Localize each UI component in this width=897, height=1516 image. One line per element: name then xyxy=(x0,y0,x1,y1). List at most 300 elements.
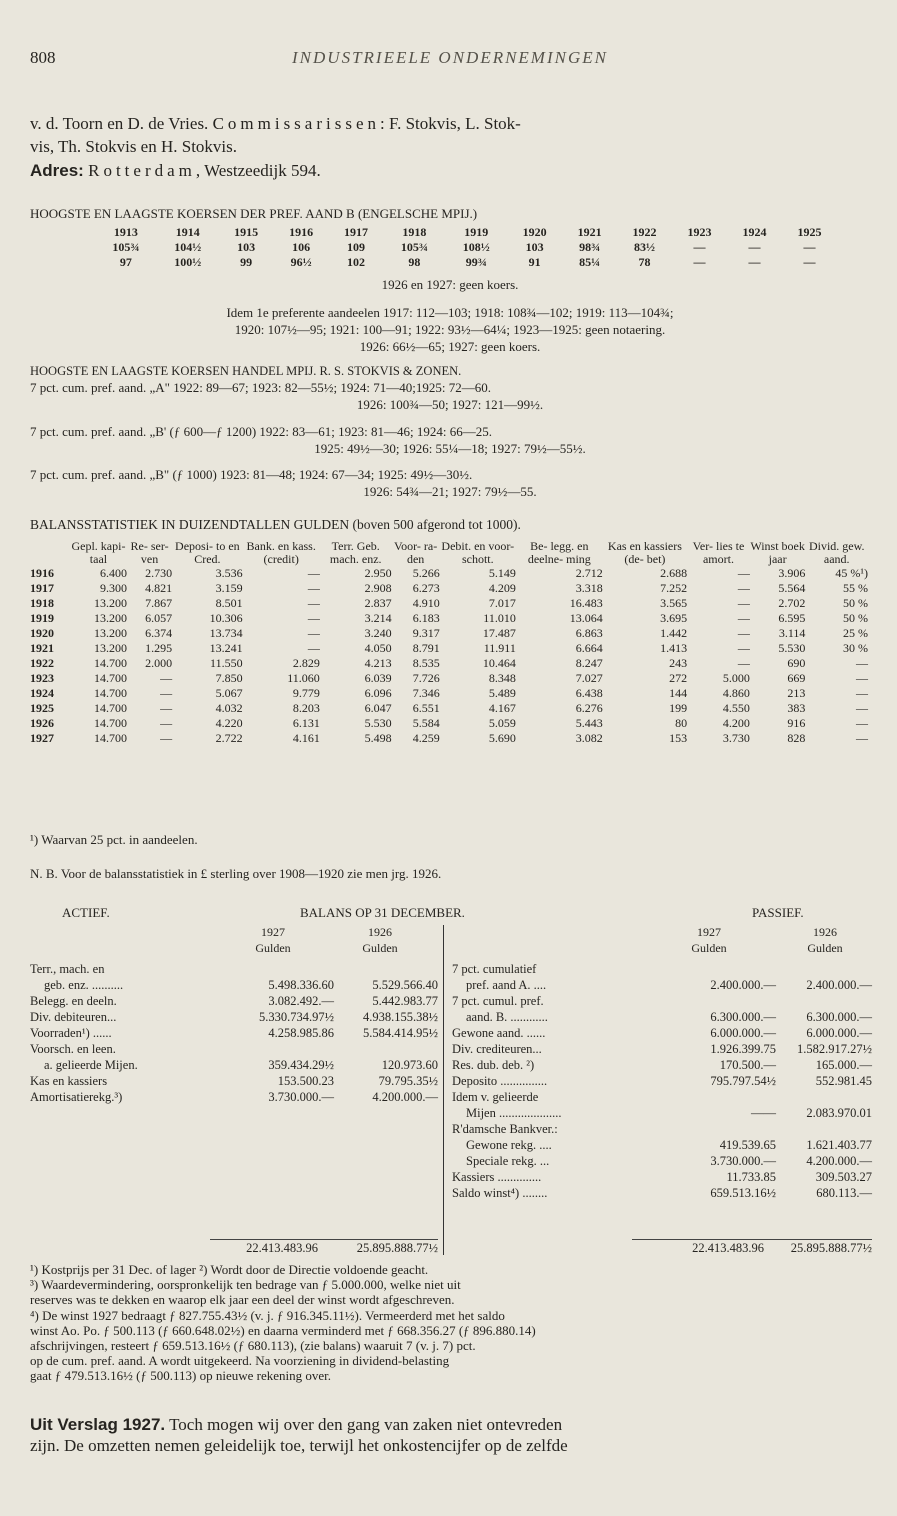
table-cell: 14.700 xyxy=(93,701,127,715)
actief-row xyxy=(30,961,438,977)
koersen-low: 96½ xyxy=(290,255,312,269)
passief-item-label: Kassiers .............. xyxy=(452,1170,542,1184)
idem-line-3: 1926: 66½—65; 1927: geen koers. xyxy=(359,339,541,354)
passief-value-1927 xyxy=(656,1089,776,1105)
table-cell: 5.564 xyxy=(778,581,806,595)
actief-table xyxy=(30,961,438,1105)
table-cell: 1.295 xyxy=(145,641,173,655)
table-cell: 3.565 xyxy=(660,596,688,610)
passief-item-label: Gewone aand. ...... xyxy=(452,1026,546,1040)
commissarissen-label: Commissarissen xyxy=(212,114,381,133)
passief-value-1926: 6.000.000.— xyxy=(806,1026,872,1040)
passief-value-1926: 2.083.970.01 xyxy=(806,1106,872,1120)
passief-value-1926 xyxy=(776,1089,872,1105)
passief-value-1927: 11.733.85 xyxy=(726,1170,776,1184)
table-cell: 6.273 xyxy=(412,581,440,595)
actief-label: ACTIEF. xyxy=(62,905,110,920)
actief-total-1927: 22.413.483.96 xyxy=(246,1241,318,1255)
balansstatistiek-header-row xyxy=(30,540,868,566)
actief-value-1926: 5.442.983.77 xyxy=(372,994,438,1008)
table-cell: 14.700 xyxy=(93,716,127,730)
koersen-year: 1923 xyxy=(687,225,712,239)
column-header: Ver- lies te amort. xyxy=(692,539,745,566)
table-cell: — xyxy=(307,641,320,655)
koersen-year: 1922 xyxy=(632,225,657,239)
note-line: ³) Waardevermindering, oorspronkelijk ten bedrage van ƒ 5.000.000, welke niet uit xyxy=(30,1277,461,1293)
page-number: 808 xyxy=(30,48,56,67)
passief-item-label: 7 pct. cumul. pref. xyxy=(452,994,544,1008)
table-row xyxy=(30,641,868,656)
koersen-high: — xyxy=(748,240,761,254)
running-title: INDUSTRIEELE ONDERNEMINGEN xyxy=(292,48,608,67)
actief-row xyxy=(30,977,438,993)
passief-row xyxy=(452,1185,872,1201)
passief-row xyxy=(452,1153,872,1169)
table-cell: — xyxy=(737,596,750,610)
table-row xyxy=(30,581,868,596)
table-cell: 13.241 xyxy=(209,641,243,655)
passief-value-1927: 419.539.65 xyxy=(719,1138,776,1152)
table-row xyxy=(30,671,868,686)
actief-year2: 1926 xyxy=(368,925,392,939)
table-cell: 3.240 xyxy=(364,626,392,640)
table-cell: 30 % xyxy=(843,641,868,655)
table-cell: 45 %¹) xyxy=(835,566,868,580)
passief-value-1927 xyxy=(656,1121,776,1137)
passief-row xyxy=(452,1137,872,1153)
table-cell: — xyxy=(856,671,868,685)
column-header: Gepl. kapi- taal xyxy=(71,539,126,566)
table-cell: 3.318 xyxy=(575,581,603,595)
table-cell: 13.200 xyxy=(93,641,127,655)
actief-value-1926: 79.795.35½ xyxy=(378,1074,438,1088)
actief-item-label: Div. debiteuren... xyxy=(30,1010,117,1024)
passief-item-label: Res. dub. deb. ²) xyxy=(452,1058,535,1072)
koersen-handel-title: HOOGSTE EN LAAGSTE KOERSEN HANDEL MPIJ. R. S. STOKVIS & ZONEN. xyxy=(30,364,462,378)
koersen-pref-table xyxy=(95,225,837,270)
table-cell: 2.712 xyxy=(575,566,603,580)
koersen-high: 103 xyxy=(525,240,544,254)
table-cell: — xyxy=(307,626,320,640)
table-cell: 7.017 xyxy=(488,596,516,610)
table-cell: 7.726 xyxy=(412,671,440,685)
table-cell: 13.200 xyxy=(93,611,127,625)
row-year: 1919 xyxy=(30,611,54,625)
table-cell: 2.688 xyxy=(660,566,688,580)
koersen-high-row xyxy=(95,240,837,255)
table-cell: — xyxy=(307,611,320,625)
table-cell: 3.536 xyxy=(215,566,243,580)
table-cell: 5.530 xyxy=(364,716,392,730)
table-cell: 13.200 xyxy=(93,626,127,640)
table-cell: 383 xyxy=(787,701,806,715)
koersen-low: 102 xyxy=(347,255,366,269)
table-cell: 828 xyxy=(787,731,806,745)
koersen-high: 105¾ xyxy=(112,240,140,254)
passief-row xyxy=(452,961,872,977)
koersen-year: 1918 xyxy=(402,225,427,239)
koersen-high: 83½ xyxy=(634,240,656,254)
passief-value-1927: 6.000.000.— xyxy=(710,1026,776,1040)
actief-value-1926: 4.200.000.— xyxy=(372,1090,438,1104)
table-cell: 2.730 xyxy=(145,566,173,580)
table-cell: 6.664 xyxy=(575,641,603,655)
table-cell: 14.700 xyxy=(93,671,127,685)
table-cell: 11.911 xyxy=(483,641,516,655)
table-cell: — xyxy=(160,701,173,715)
table-cell: 5.498 xyxy=(364,731,392,745)
table-cell: — xyxy=(737,566,750,580)
table-cell: 7.850 xyxy=(215,671,243,685)
adres-label: Adres: xyxy=(30,161,84,180)
passief-label: PASSIEF. xyxy=(752,905,804,920)
koersen-low: 97 xyxy=(119,255,132,269)
passief-year2: 1926 xyxy=(813,925,837,939)
actief-row xyxy=(30,1073,438,1089)
passief-item-label: Speciale rekg. ... xyxy=(466,1154,550,1168)
table-cell: — xyxy=(856,716,868,730)
column-header: Bank. en kass. (credit) xyxy=(246,539,316,566)
balansstatistiek-table xyxy=(30,540,868,746)
table-cell: 144 xyxy=(669,686,688,700)
table-row xyxy=(30,716,868,731)
passief-item-label: Saldo winst⁴) ........ xyxy=(452,1186,548,1200)
koersen-year: 1913 xyxy=(113,225,138,239)
table-cell: 5.690 xyxy=(488,731,516,745)
passief-value-1927: 2.400.000.— xyxy=(710,978,776,992)
column-header: Winst boek jaar xyxy=(750,539,805,566)
row-year: 1927 xyxy=(30,731,54,745)
table-cell: 55 % xyxy=(843,581,868,595)
actief-row xyxy=(30,1025,438,1041)
table-cell: 5.000 xyxy=(722,671,750,685)
table-cell: 50 % xyxy=(843,596,868,610)
table-cell: 25 % xyxy=(843,626,868,640)
table-cell: 4.550 xyxy=(722,701,750,715)
table-cell: 6.863 xyxy=(575,626,603,640)
table-cell: 4.910 xyxy=(412,596,440,610)
passief-row xyxy=(452,1009,872,1025)
actief-row xyxy=(30,1041,438,1057)
table-cell: 4.032 xyxy=(215,701,243,715)
table-cell: 8.501 xyxy=(215,596,243,610)
passief-item-label: pref. aand A. .... xyxy=(466,978,547,992)
table-row xyxy=(30,686,868,701)
table-cell: 4.213 xyxy=(364,656,392,670)
table-cell: 4.860 xyxy=(722,686,750,700)
actief-value-1927: 4.258.985.86 xyxy=(268,1026,334,1040)
column-header: Debit. en voor- schott. xyxy=(441,539,515,566)
actief-value-1927: 3.730.000.— xyxy=(268,1090,334,1104)
passief-value-1926 xyxy=(776,993,872,1009)
table-cell: 50 % xyxy=(843,611,868,625)
koersen-year: 1919 xyxy=(464,225,489,239)
actief-item-label: Voorraden¹) ...... xyxy=(30,1026,112,1040)
actief-item-label: geb. enz. .......... xyxy=(44,978,124,992)
table-cell: 11.010 xyxy=(483,611,516,625)
table-row xyxy=(30,611,868,626)
koersen-low: 100½ xyxy=(174,255,202,269)
table-cell: — xyxy=(737,581,750,595)
actief-value-1927 xyxy=(224,961,334,977)
koersen-low: 98 xyxy=(408,255,421,269)
passief-value-1927: 6.300.000.— xyxy=(710,1010,776,1024)
passief-value-1926 xyxy=(776,961,872,977)
balans-divider xyxy=(443,925,444,1255)
note-line: gaat ƒ 479.513.16½ (ƒ 500.113) op nieuwe rekening over. xyxy=(30,1368,331,1384)
passief-value-1926: 1.621.403.77 xyxy=(806,1138,872,1152)
koersen-year: 1920 xyxy=(522,225,547,239)
table-cell: 153 xyxy=(669,731,688,745)
column-header: Terr. Geb. mach. enz. xyxy=(329,539,382,566)
table-cell: 2.829 xyxy=(292,656,320,670)
actief-item-label: Kas en kassiers xyxy=(30,1074,108,1088)
pref-b2-line-2: 1926: 54¾—21; 1927: 79½—55. xyxy=(363,484,537,499)
balansstatistiek-title: BALANSSTATISTIEK IN DUIZENDTALLEN GULDEN (boven 500 afgerond tot 1000). xyxy=(30,517,521,532)
note-line: ¹) Kostprijs per 31 Dec. of lager ²) Wordt door de Directie voldoende geacht. xyxy=(30,1262,429,1277)
actief-item-label: Amortisatierekg.³) xyxy=(30,1090,123,1104)
table-cell: 4.821 xyxy=(145,581,173,595)
passief-total-1926: 25.895.888.77½ xyxy=(790,1241,872,1255)
table-cell: 13.734 xyxy=(209,626,243,640)
table-cell: 243 xyxy=(669,656,688,670)
table-cell: 11.060 xyxy=(287,671,320,685)
table-cell: 4.209 xyxy=(488,581,516,595)
passief-year1: 1927 xyxy=(697,925,721,939)
table-cell: — xyxy=(737,626,750,640)
column-header: Be- legg. en deelne- ming xyxy=(527,539,591,566)
koersen-high: — xyxy=(803,240,816,254)
note-line: op de cum. pref. aand. A wordt uitgekeerd. Na voorziening in dividend-belasting xyxy=(30,1353,450,1369)
koersen-high: 103 xyxy=(237,240,256,254)
balans-notes xyxy=(30,1262,870,1384)
koersen-low: — xyxy=(803,255,816,269)
row-year: 1925 xyxy=(30,701,54,715)
table-cell: 16.483 xyxy=(569,596,603,610)
koersen-pref-title: HOOGSTE EN LAAGSTE KOERSEN DER PREF. AAND B (ENGELSCHE MPIJ.) xyxy=(30,206,478,221)
note-line: afschrijvingen, resteert ƒ 659.513.16½ (ƒ 680.113), (zie balans) waaruit 7 (v. j. 7) pct. xyxy=(30,1338,476,1354)
koersen-high: 108½ xyxy=(462,240,490,254)
passief-value-1926: 680.113.— xyxy=(816,1186,872,1200)
table-cell: — xyxy=(160,716,173,730)
table-cell: — xyxy=(737,656,750,670)
table-cell: 7.346 xyxy=(412,686,440,700)
actief-item-label: a. gelieerde Mijen. xyxy=(44,1058,138,1072)
passief-row xyxy=(452,993,872,1009)
table-cell: 9.300 xyxy=(99,581,127,595)
table-cell: 5.489 xyxy=(488,686,516,700)
row-year: 1923 xyxy=(30,671,54,685)
table-cell: 669 xyxy=(787,671,806,685)
passief-row xyxy=(452,1057,872,1073)
actief-value-1927: 3.082.492.— xyxy=(268,994,334,1008)
table-cell: — xyxy=(856,731,868,745)
passief-value-1926: 309.503.27 xyxy=(815,1170,872,1184)
table-cell: 6.096 xyxy=(364,686,392,700)
table-cell: 6.276 xyxy=(575,701,603,715)
table-cell: 10.464 xyxy=(482,656,516,670)
table-cell: 9.779 xyxy=(292,686,320,700)
passief-value-1927: 1.926.399.75 xyxy=(710,1042,776,1056)
koersen-low: 99¾ xyxy=(465,255,487,269)
column-header: Divid. gew. aand. xyxy=(808,539,865,566)
table-cell: 6.039 xyxy=(364,671,392,685)
column-header: Deposi- to en Cred. xyxy=(175,539,240,566)
row-year: 1926 xyxy=(30,716,54,730)
balansstatistiek-footnote: ¹) Waarvan 25 pct. in aandeelen. xyxy=(30,832,198,847)
passief-value-1926: 2.400.000.— xyxy=(806,978,872,992)
table-cell: 4.220 xyxy=(215,716,243,730)
passief-value-1927: 795.797.54½ xyxy=(710,1074,776,1088)
table-cell: 3.695 xyxy=(660,611,688,625)
koersen-year: 1924 xyxy=(742,225,767,239)
passief-item-label: aand. B. ............ xyxy=(466,1010,548,1024)
table-cell: 7.867 xyxy=(145,596,173,610)
koersen-pref-note: 1926 en 1927: geen koers. xyxy=(381,277,519,292)
table-cell: — xyxy=(737,611,750,625)
table-cell: 8.348 xyxy=(488,671,516,685)
table-cell: 2.722 xyxy=(215,731,243,745)
table-cell: 2.000 xyxy=(145,656,173,670)
table-cell: 213 xyxy=(787,686,806,700)
table-cell: — xyxy=(856,686,868,700)
adres-line: Adres: Rotterdam, Westzeedijk 594. xyxy=(30,161,321,180)
table-cell: 8.535 xyxy=(412,656,440,670)
passief-row xyxy=(452,977,872,993)
passief-value-1927 xyxy=(656,961,776,977)
table-cell: 6.595 xyxy=(778,611,806,625)
koersen-years-row xyxy=(95,225,837,240)
table-row xyxy=(30,701,868,716)
passief-value-1926: 6.300.000.— xyxy=(806,1010,872,1024)
table-cell: 13.064 xyxy=(569,611,603,625)
table-cell: 5.443 xyxy=(575,716,603,730)
row-year: 1918 xyxy=(30,596,54,610)
table-cell: 6.551 xyxy=(412,701,440,715)
actief-year1: 1927 xyxy=(261,925,285,939)
passief-row xyxy=(452,1041,872,1057)
intro-line-1: v. d. Toorn en D. de Vries. Commissarissen: F. Stokvis, L. Stok- xyxy=(30,114,521,133)
actief-value-1927 xyxy=(224,1041,334,1057)
table-cell: 2.837 xyxy=(364,596,392,610)
koersen-high: — xyxy=(693,240,706,254)
table-cell: — xyxy=(307,581,320,595)
koersen-year: 1914 xyxy=(175,225,200,239)
table-cell: 6.047 xyxy=(364,701,392,715)
table-cell: 5.530 xyxy=(778,641,806,655)
actief-item-label: Terr., mach. en xyxy=(30,962,105,976)
table-cell: 1.442 xyxy=(660,626,688,640)
actief-row xyxy=(30,1089,438,1105)
actief-unit2: Gulden xyxy=(362,941,398,955)
passief-value-1926: 4.200.000.— xyxy=(806,1154,872,1168)
table-cell: 916 xyxy=(787,716,806,730)
actief-value-1927: 153.500.23 xyxy=(277,1074,334,1088)
table-cell: 7.252 xyxy=(660,581,688,595)
pref-b2-line-1: 7 pct. cum. pref. aand. „B" (ƒ 1000) 1923: 81—48; 1924: 67—34; 1925: 49½—30½. xyxy=(30,467,473,482)
table-cell: 80 xyxy=(675,716,688,730)
passief-row xyxy=(452,1025,872,1041)
passief-value-1926: 165.000.— xyxy=(815,1058,872,1072)
passief-value-1927: 3.730.000.— xyxy=(710,1154,776,1168)
table-cell: 6.183 xyxy=(412,611,440,625)
row-year: 1916 xyxy=(30,566,54,580)
verslag-line-1: Uit Verslag 1927. Toch mogen wij over den gang van zaken niet ontevreden xyxy=(30,1415,563,1434)
passief-item-label: R'damsche Bankver.: xyxy=(452,1122,558,1136)
row-year: 1920 xyxy=(30,626,54,640)
table-cell: 14.700 xyxy=(93,656,127,670)
passief-value-1927: 659.513.16½ xyxy=(710,1186,776,1200)
table-cell: 5.584 xyxy=(412,716,440,730)
column-header: Voor- ra- den xyxy=(394,539,438,566)
passief-item-label: Idem v. gelieerde xyxy=(452,1090,539,1104)
passief-row xyxy=(452,1105,872,1121)
table-cell: — xyxy=(160,731,173,745)
table-cell: 8.247 xyxy=(575,656,603,670)
table-cell: 1.413 xyxy=(660,641,688,655)
actief-value-1926: 4.938.155.38½ xyxy=(363,1010,438,1024)
table-cell: 6.131 xyxy=(292,716,320,730)
table-cell: — xyxy=(856,656,868,670)
passief-row xyxy=(452,1089,872,1105)
passief-unit1: Gulden xyxy=(691,941,727,955)
koersen-low: — xyxy=(693,255,706,269)
table-cell: 272 xyxy=(669,671,688,685)
koersen-high: 104½ xyxy=(174,240,202,254)
passief-row xyxy=(452,1121,872,1137)
koersen-year: 1925 xyxy=(797,225,822,239)
pref-a-line-1: 7 pct. cum. pref. aand. „A" 1922: 89—67; 1923: 82—55½; 1924: 71—40;1925: 72—60. xyxy=(30,380,491,395)
actief-row xyxy=(30,993,438,1009)
actief-unit1: Gulden xyxy=(255,941,291,955)
table-cell: 17.487 xyxy=(482,626,516,640)
table-cell: 2.908 xyxy=(364,581,392,595)
table-cell: 8.203 xyxy=(292,701,320,715)
table-cell: 4.161 xyxy=(292,731,320,745)
table-row xyxy=(30,566,868,581)
table-cell: 4.050 xyxy=(364,641,392,655)
note-line: ⁴) De winst 1927 bedraagt ƒ 827.755.43½ (v. j. ƒ 916.345.11½). Vermeerderd met het saldo xyxy=(30,1307,505,1323)
actief-value-1926: 5.529.566.40 xyxy=(372,978,438,992)
table-cell: 4.167 xyxy=(488,701,516,715)
table-cell: — xyxy=(737,641,750,655)
koersen-low-row xyxy=(95,255,837,270)
row-year: 1917 xyxy=(30,581,54,595)
table-cell: 6.438 xyxy=(575,686,603,700)
table-cell: 5.266 xyxy=(412,566,440,580)
koersen-year: 1915 xyxy=(234,225,259,239)
koersen-high: 109 xyxy=(347,240,366,254)
actief-total-rule xyxy=(210,1239,438,1240)
actief-value-1927: 359.434.29½ xyxy=(268,1058,334,1072)
table-row xyxy=(30,731,868,746)
row-year: 1921 xyxy=(30,641,54,655)
row-year: 1924 xyxy=(30,686,54,700)
table-row xyxy=(30,656,868,671)
passief-item-label: 7 pct. cumulatief xyxy=(452,962,537,976)
intro-line-2: vis, Th. Stokvis en H. Stokvis. xyxy=(30,137,238,156)
table-cell: — xyxy=(160,671,173,685)
note-line: reserves was te dekken en waarop elk jaar een deel der winst wordt afgeschreven. xyxy=(30,1292,455,1308)
passief-value-1927 xyxy=(656,993,776,1009)
table-cell: 3.730 xyxy=(722,731,750,745)
passief-value-1926: 552.981.45 xyxy=(815,1074,872,1088)
actief-item-label: Voorsch. en leen. xyxy=(30,1042,116,1056)
table-cell: 3.159 xyxy=(215,581,243,595)
passief-unit2: Gulden xyxy=(807,941,843,955)
koersen-low: 99 xyxy=(240,255,253,269)
koersen-year: 1917 xyxy=(344,225,369,239)
